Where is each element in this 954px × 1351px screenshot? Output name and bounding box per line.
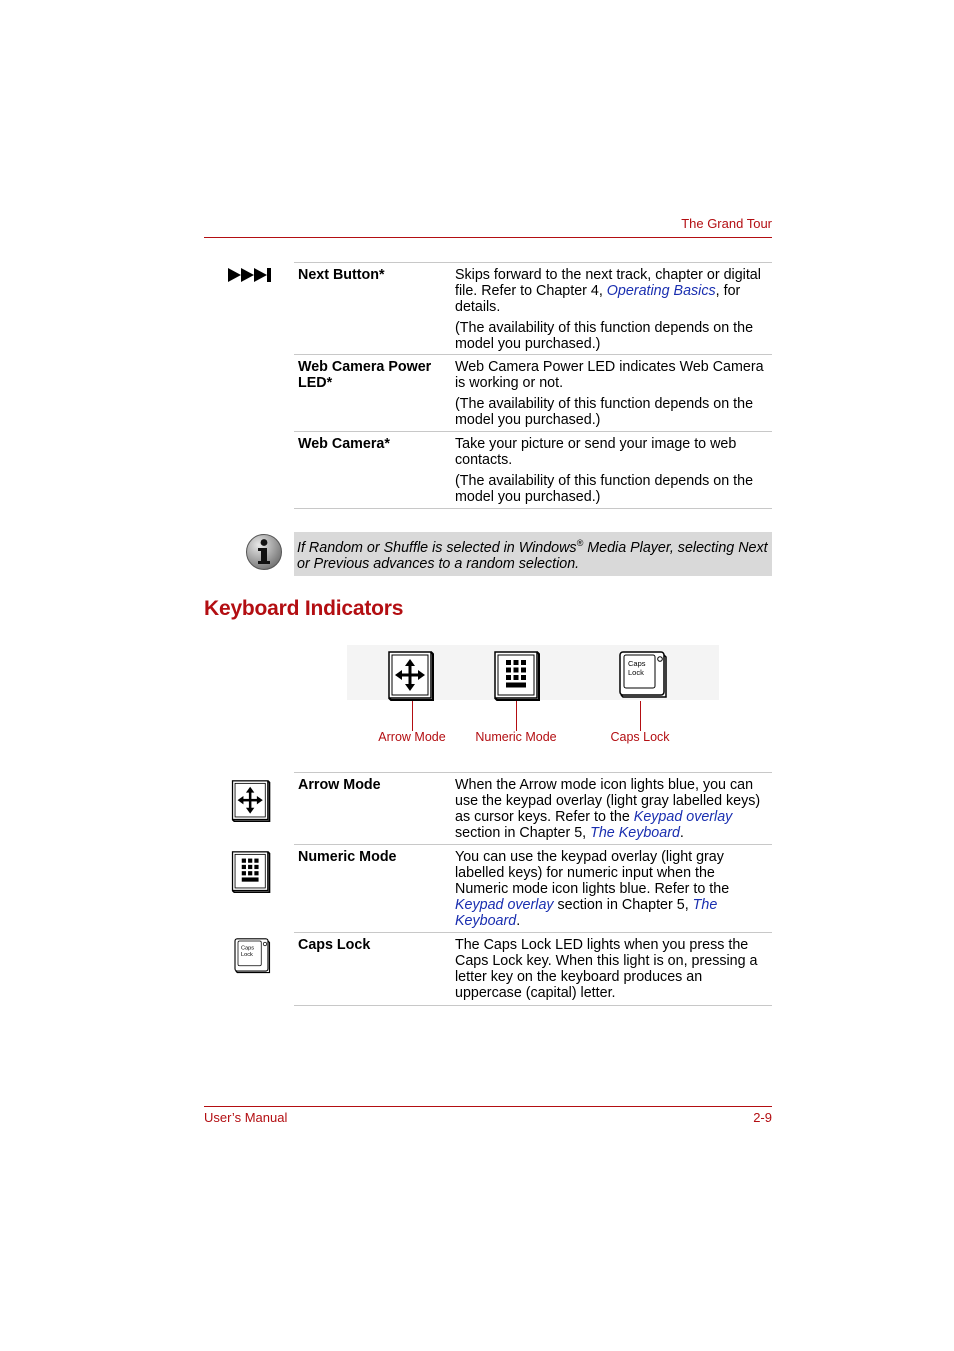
caps-lock-icon xyxy=(233,938,273,974)
arrow-mode-icon xyxy=(230,780,272,822)
header-rule xyxy=(204,237,772,238)
term-numeric-mode: Numeric Mode xyxy=(298,849,397,865)
footer-rule xyxy=(204,1106,772,1107)
table-row xyxy=(294,354,772,432)
figure-label-caps-lock: Caps Lock xyxy=(610,730,670,744)
leader-line xyxy=(516,701,517,731)
description: The Caps Lock LED lights when you press the Caps Lock key. When this light is on, pressing a letter key on the keyboard produces an uppercase (capital) letter. xyxy=(455,937,758,1001)
link-keypad-overlay[interactable]: Keypad overlay xyxy=(455,897,554,913)
running-header: The Grand Tour xyxy=(681,216,772,231)
description: You can use the keypad overlay (light gray labelled keys) for numeric input when the Numeric mode icon lights blue. Refer to the Keypad overlay section in Chapter 5, The Keyboard. xyxy=(455,849,730,929)
note-box xyxy=(294,532,772,576)
lock-key-text: Lock xyxy=(628,668,644,677)
next-track-icon xyxy=(228,267,272,283)
page-number: 2-9 xyxy=(753,1110,772,1125)
term-arrow-mode: Arrow Mode xyxy=(298,777,381,793)
numeric-mode-icon xyxy=(230,851,272,893)
figure-label-arrow-mode: Arrow Mode xyxy=(378,730,446,744)
section-title: Keyboard Indicators xyxy=(204,597,404,620)
lock-key-text: Lock xyxy=(241,952,253,958)
description: Web Camera Power LED indicates Web Camera is working or not. (The availability of this function depends on the model you purchased.) xyxy=(455,359,764,428)
leader-line xyxy=(412,701,413,731)
table-row xyxy=(294,844,772,933)
description: When the Arrow mode icon lights blue, you can use the keypad overlay (light gray labelled keys) as cursor keys. Refer to the Keypad overlay section in Chapter 5, The Keyboard. xyxy=(455,777,761,841)
figure-label-numeric-mode: Numeric Mode xyxy=(475,730,557,744)
term-next-button: Next Button* xyxy=(298,267,385,283)
caps-lock-icon xyxy=(619,651,669,699)
term-web-camera: Web Camera* xyxy=(298,436,390,452)
link-operating-basics[interactable]: Operating Basics xyxy=(606,283,716,299)
term-web-camera-power-led: Web Camera Power LED* xyxy=(298,359,432,391)
caps-key-text: Caps xyxy=(241,945,255,952)
term-caps-lock: Caps Lock xyxy=(298,937,371,953)
table-row xyxy=(294,431,772,509)
link-keypad-overlay[interactable]: Keypad overlay xyxy=(633,809,733,825)
footer-manual-title: User’s Manual xyxy=(204,1110,288,1125)
numeric-mode-icon xyxy=(494,651,540,701)
table-row xyxy=(294,262,772,355)
table-row xyxy=(294,772,772,845)
link-the-keyboard[interactable]: The Keyboard xyxy=(590,825,680,841)
link-the-keyboard[interactable]: The Keyboard xyxy=(455,897,718,929)
arrow-mode-icon xyxy=(388,651,434,701)
description: Skips forward to the next track, chapter or digital file. Refer to Chapter 4, Operating Basics, for details. (The availability of this function depends on the model you purchased.) xyxy=(455,267,761,352)
caps-key-text: Caps xyxy=(628,659,646,668)
info-icon xyxy=(245,533,283,571)
leader-line xyxy=(640,701,641,731)
description: Take your picture or send your image to web contacts. (The availability of this function depends on the model you purchased.) xyxy=(455,436,754,505)
table-row xyxy=(294,932,772,1006)
note-text: If Random or Shuffle is selected in Windows® Media Player, selecting Next or Previous advances to a random selection. xyxy=(297,538,768,572)
